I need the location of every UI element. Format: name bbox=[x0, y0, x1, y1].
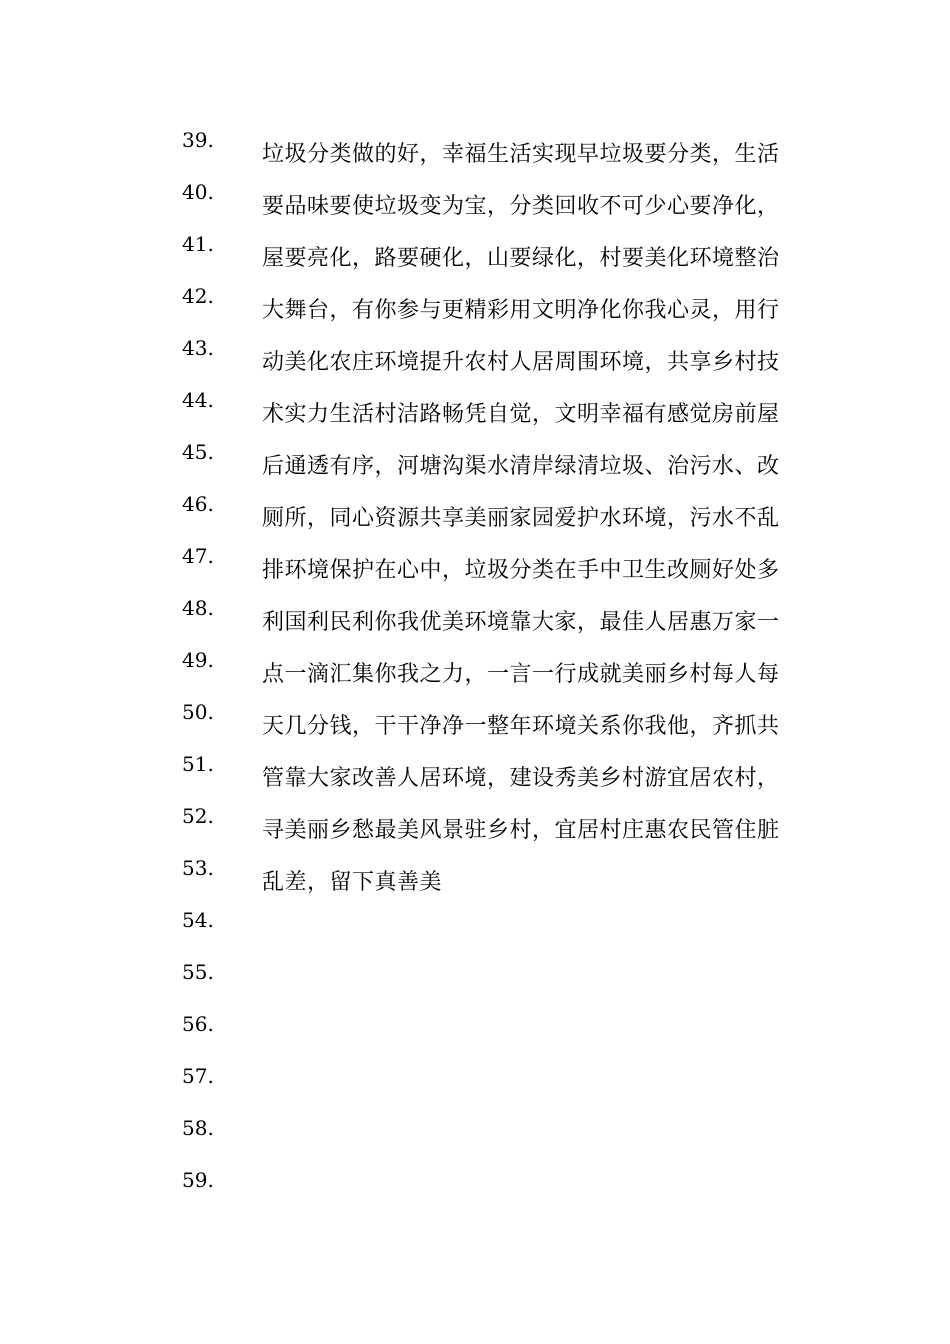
text-line: 大舞台，有你参与更精彩用文明净化你我心灵，用行 bbox=[262, 298, 780, 323]
line-number: 58. bbox=[182, 1116, 214, 1140]
line-number: 55. bbox=[182, 960, 214, 984]
line-number: 51. bbox=[182, 752, 214, 776]
line-number: 45. bbox=[182, 440, 214, 464]
text-line: 垃圾分类做的好，幸福生活实现早垃圾要分类，生活 bbox=[262, 142, 780, 167]
line-number: 48. bbox=[182, 596, 214, 620]
line-number: 39. bbox=[182, 128, 214, 152]
line-number: 53. bbox=[182, 856, 214, 880]
text-line: 利国利民利你我优美环境靠大家，最佳人居惠万家一 bbox=[262, 610, 780, 635]
line-number: 42. bbox=[182, 284, 214, 308]
line-number: 43. bbox=[182, 336, 214, 360]
line-number: 54. bbox=[182, 908, 214, 932]
text-line: 动美化农庄环境提升农村人居周围环境，共享乡村技 bbox=[262, 350, 780, 375]
text-line: 天几分钱，干干净净一整年环境关系你我他，齐抓共 bbox=[262, 714, 780, 739]
line-number: 59. bbox=[182, 1168, 214, 1192]
text-line: 后通透有序，河塘沟渠水清岸绿清垃圾、治污水、改 bbox=[262, 454, 780, 479]
text-line: 屋要亮化，路要硬化，山要绿化，村要美化环境整治 bbox=[262, 246, 780, 271]
text-line: 寻美丽乡愁最美风景驻乡村，宜居村庄惠农民管住脏 bbox=[262, 818, 780, 843]
line-number: 49. bbox=[182, 648, 214, 672]
text-line: 点一滴汇集你我之力，一言一行成就美丽乡村每人每 bbox=[262, 662, 780, 687]
line-number: 56. bbox=[182, 1012, 214, 1036]
line-number: 46. bbox=[182, 492, 214, 516]
line-number: 50. bbox=[182, 700, 214, 724]
body-text-block bbox=[262, 135, 822, 915]
line-number: 40. bbox=[182, 180, 214, 204]
text-line: 乱差，留下真善美 bbox=[262, 870, 443, 895]
line-number: 44. bbox=[182, 388, 214, 412]
text-line: 排环境保护在心中，垃圾分类在手中卫生改厕好处多 bbox=[262, 558, 780, 583]
line-number: 52. bbox=[182, 804, 214, 828]
text-line: 术实力生活村洁路畅凭自觉，文明幸福有感觉房前屋 bbox=[262, 402, 780, 427]
text-line: 厕所，同心资源共享美丽家园爱护水环境，污水不乱 bbox=[262, 506, 780, 531]
text-line: 管靠大家改善人居环境，建设秀美乡村游宜居农村， bbox=[262, 766, 780, 791]
line-number-column bbox=[182, 127, 242, 1219]
text-line: 要品味要使垃圾变为宝，分类回收不可少心要净化， bbox=[262, 194, 780, 219]
line-number: 57. bbox=[182, 1064, 214, 1088]
line-number: 47. bbox=[182, 544, 214, 568]
line-number: 41. bbox=[182, 232, 214, 256]
